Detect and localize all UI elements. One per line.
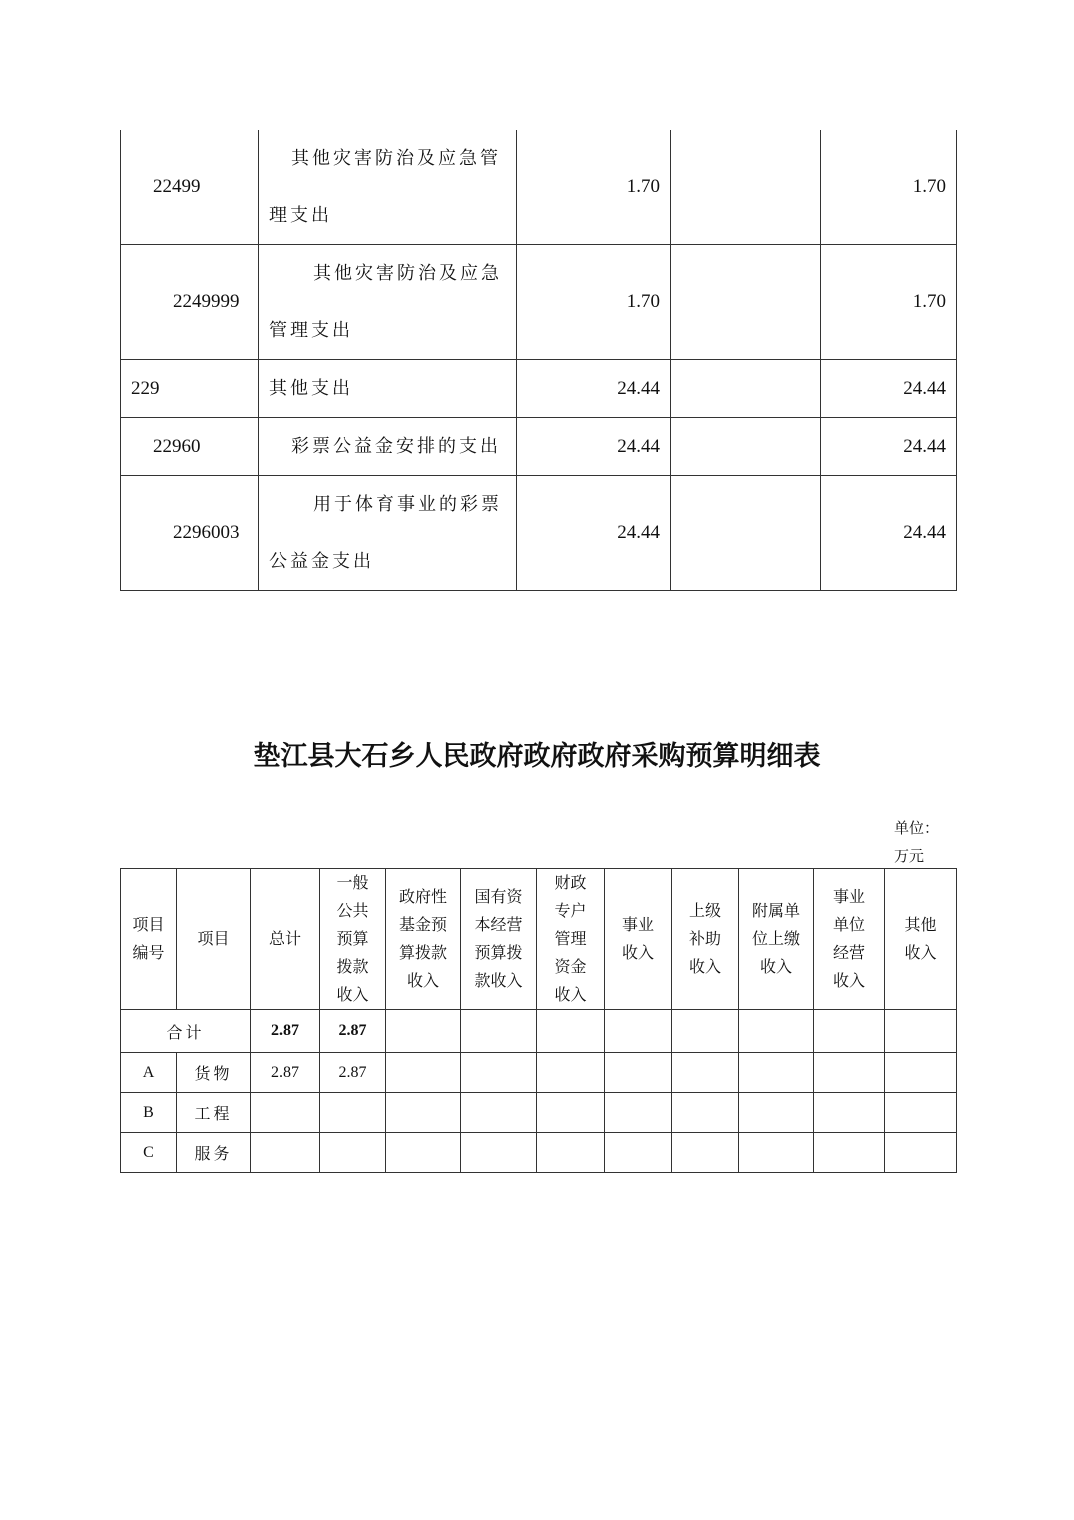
empty-cell [739,1133,814,1173]
empty-cell [537,1010,605,1053]
empty-cell [386,1093,461,1133]
empty-cell [386,1010,461,1053]
column-header: 财政 专户 管理 资金 收入 [537,869,605,1010]
account-name: 其他灾害防治及应急 管理支出 [259,245,517,360]
total-row [121,1010,957,1053]
empty-cell [814,1093,885,1133]
account-code: 22960 [121,418,259,476]
empty-cell [672,1133,739,1173]
table-row [121,1053,957,1093]
amount-cell: 1.70 [517,130,671,245]
general-budget-amount: 2.87 [320,1010,386,1053]
amount-cell [671,130,821,245]
column-header: 上级 补助 收入 [672,869,739,1010]
empty-cell [739,1010,814,1053]
amount-cell [671,418,821,476]
empty-cell [885,1010,957,1053]
empty-cell [461,1010,537,1053]
empty-cell [885,1093,957,1133]
account-code: 22499 [121,130,259,245]
total-label: 合计 [121,1010,251,1053]
table-row [121,1093,957,1133]
general-budget-amount: 2.87 [320,1053,386,1093]
item-name: 工程 [177,1093,251,1133]
empty-cell [461,1093,537,1133]
amount-cell: 1.70 [821,245,957,360]
item-code: C [121,1133,177,1173]
account-name: 彩票公益金安排的支出 [259,418,517,476]
empty-cell [672,1053,739,1093]
empty-cell [605,1053,672,1093]
page-title: 垫江县大石乡人民政府政府政府采购预算明细表 [253,741,821,772]
empty-cell [739,1053,814,1093]
item-code: A [121,1053,177,1093]
total-amount [251,1093,320,1133]
column-header: 总计 [251,869,320,1010]
amount-cell: 24.44 [821,476,957,591]
amount-cell [671,245,821,360]
amount-cell [671,360,821,418]
empty-cell [537,1053,605,1093]
amount-cell: 24.44 [821,360,957,418]
column-header: 附属单 位上缴 收入 [739,869,814,1010]
amount-cell: 1.70 [517,245,671,360]
empty-cell [672,1093,739,1133]
amount-cell [671,476,821,591]
empty-cell [814,1053,885,1093]
empty-cell [386,1133,461,1173]
header-row [121,869,957,1010]
empty-cell [814,1010,885,1053]
general-budget-amount [320,1133,386,1173]
empty-cell [386,1053,461,1093]
account-code: 2249999 [121,245,259,360]
item-code: B [121,1093,177,1133]
empty-cell [605,1133,672,1173]
empty-cell [739,1093,814,1133]
unit-label: 单位： 万元 [894,819,940,865]
table-row [121,360,957,418]
empty-cell [885,1053,957,1093]
account-name: 其他支出 [259,360,517,418]
budget-expenditure-table [120,130,957,591]
table-row [121,476,957,591]
account-name: 用于体育事业的彩票 公益金支出 [259,476,517,591]
column-header: 国有资 本经营 预算拨 款收入 [461,869,537,1010]
amount-cell: 1.70 [821,130,957,245]
item-name: 服务 [177,1133,251,1173]
total-amount [251,1133,320,1173]
table-row [121,245,957,360]
procurement-budget-table [120,868,957,1173]
amount-cell: 24.44 [517,360,671,418]
table-row [121,418,957,476]
amount-cell: 24.44 [517,476,671,591]
empty-cell [672,1010,739,1053]
empty-cell [605,1093,672,1133]
empty-cell [537,1133,605,1173]
table-row [121,130,957,245]
table-row [121,1133,957,1173]
column-header: 一般 公共 预算 拨款 收入 [320,869,386,1010]
account-code: 2296003 [121,476,259,591]
empty-cell [537,1093,605,1133]
account-name: 其他灾害防治及应急管 理支出 [259,130,517,245]
item-name: 货物 [177,1053,251,1093]
column-header: 事业 单位 经营 收入 [814,869,885,1010]
total-amount: 2.87 [251,1053,320,1093]
empty-cell [814,1133,885,1173]
empty-cell [461,1133,537,1173]
empty-cell [461,1053,537,1093]
column-header: 其他 收入 [885,869,957,1010]
general-budget-amount [320,1093,386,1133]
account-code: 229 [121,360,259,418]
column-header: 事业 收入 [605,869,672,1010]
column-header: 项目 编号 [121,869,177,1010]
empty-cell [605,1010,672,1053]
column-header: 政府性 基金预 算拨款 收入 [386,869,461,1010]
column-header: 项目 [177,869,251,1010]
amount-cell: 24.44 [821,418,957,476]
amount-cell: 24.44 [517,418,671,476]
total-amount: 2.87 [251,1010,320,1053]
empty-cell [885,1133,957,1173]
